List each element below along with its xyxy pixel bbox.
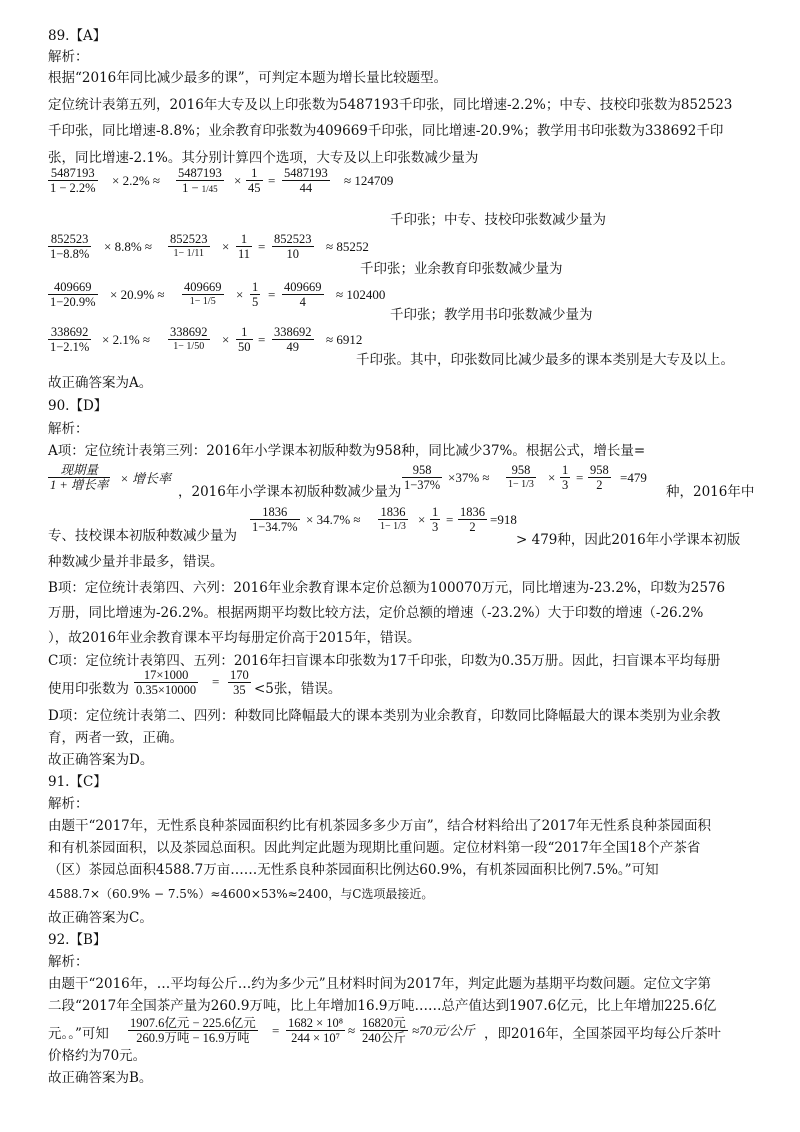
q90-a-line-4: 专、技校课本初版种数减少量为	[48, 528, 237, 544]
q90-answer: 故正确答案为D。	[48, 752, 154, 768]
fraction: $\frac{409669}{4}$	[284, 280, 322, 309]
q90-b-line-2: 万册，同比增速为-26.2%。根据两期平均数比较方法，定价总额的增速（-23.2%）大于印数的增速（-26.2%	[48, 605, 704, 621]
fraction: $\frac{958}{1-37\%}$	[404, 463, 441, 492]
fraction: $\frac{852523}{1-8.8\%}$	[50, 232, 90, 261]
fraction: $\frac{1836}{1-34.7\%}$	[252, 505, 298, 534]
fraction: 958 1− 1/3	[508, 463, 534, 490]
fraction: $\frac{17\times 1000}{0.35\times 10000}$	[136, 668, 197, 697]
q90-header: 90.【D】	[48, 398, 108, 414]
fraction: 1907.6亿元 − 225.6亿元 260.9万吨 − 16.9万吨	[130, 1016, 256, 1045]
q90-a-line-6: 种数减少量并非最多，错误。	[48, 554, 224, 570]
q90-a-line-5: > 479种，因此2016年小学课本初版	[516, 532, 741, 548]
q89-text-2: 千印张；业余教育印张数减少量为	[360, 261, 563, 277]
q89-text-3: 千印张；教学用书印张数减少量为	[390, 307, 593, 323]
q92-line-4: 价格约为70元。	[48, 1048, 147, 1064]
q89-text-4: 千印张。其中，印张数同比减少最多的课本类别是大专及以上。	[356, 352, 734, 368]
fraction: $\frac{1}{5}$	[252, 280, 259, 309]
q89-line-4: 张，同比增速-2.1%。其分别计算四个选项，大专及以上印张数减少量为	[48, 150, 479, 166]
fraction: $\frac{1}{50}$	[238, 325, 251, 354]
q89-analysis-label: 解析：	[48, 49, 89, 65]
fraction: $\frac{338692}{49}$	[274, 325, 312, 354]
fraction: $\frac{1}{45}$	[248, 166, 261, 195]
q89-line-2: 定位统计表第五列，2016年大专及以上印张数为5487193千印张，同比增速-2.2%；中专、技校印张数为852523	[48, 97, 733, 113]
fraction: $\frac{1}{3}$	[432, 505, 439, 534]
q90-c-line-1: C项：定位统计表第四、五列：2016年扫盲课本印张数为17千印张，印数为0.35万册。因此，扫盲课本平均每册	[48, 653, 721, 669]
q92-line-2: 二段“2017年全国茶产量为260.9万吨，比上年增加16.9万吨……总产值达到1907.6亿元，比上年增加225.6亿	[48, 998, 717, 1014]
fraction: $\frac{409669}{1-20.9\%}$	[50, 280, 96, 309]
fraction: 338692 1− 1/50	[170, 325, 208, 352]
q92-answer: 故正确答案为B。	[48, 1070, 153, 1086]
q91-line-2: 和有机茶园面积，以及茶园总面积。因此判定此题为现期比重问题。定位材料第一段“2017年全国18个产茶省	[48, 840, 701, 856]
fraction: $\frac{958}{2}$	[590, 463, 609, 492]
q89-line-3: 千印张，同比增速-8.8%；业余教育印张数为409669千印张，同比增速-20.9%；教学用书印张数为338692千印	[48, 123, 724, 139]
fraction: 852523 1− 1/11	[170, 232, 208, 259]
q92-line-3-pre: 元。。”可知	[48, 1026, 109, 1042]
q89-header: 89.【A】	[48, 28, 107, 44]
q91-line-4: 4588.7×（60.9% − 7.5%）≈4600×53%≈2400，与C选项最接近。	[48, 887, 434, 901]
fraction: 16820元 240公斤	[362, 1016, 406, 1045]
fraction: $\frac{852523}{10}$	[274, 232, 312, 261]
q90-c-line-2-pre: 使用印张数为	[48, 681, 129, 697]
q90-b-line-3: ），故2016年业余教育课本平均每册定价高于2015年，错误。	[48, 630, 421, 646]
q91-header: 91.【C】	[48, 774, 107, 790]
fraction: $\frac{5487193}{1 - 2.2\%}$	[50, 166, 96, 195]
fraction: $\frac{338692}{1-2.1\%}$	[50, 325, 90, 354]
q89-text-1: 千印张；中专、技校印张数减少量为	[390, 212, 606, 228]
q92-analysis-label: 解析：	[48, 954, 89, 970]
q90-b-line-1: B项：定位统计表第四、六列：2016年业余教育课本定价总额为100070万元，同比增速为-23.2%，印数为2576	[48, 580, 726, 596]
q92-line-1: 由题干“2016年，…平均每公斤…约为多少元”且材料时间为2017年，判定此题为基期平均数问题。定位文字第	[48, 976, 712, 992]
fraction: 409669 1− 1/5	[184, 280, 222, 307]
q90-a-line-3: 种，2016年中	[666, 484, 755, 500]
q91-line-3: （区）茶园总面积4588.7万亩……无性系良种茶园面积比例达60.9%，有机茶园面积比例7.5%。”可知	[48, 862, 659, 878]
fraction: 1836 1− 1/3	[380, 505, 406, 532]
q91-analysis-label: 解析：	[48, 796, 89, 812]
fraction: $\frac{170}{35}$	[230, 668, 249, 697]
fraction: $\frac{1}{11}$	[238, 232, 251, 261]
q91-answer: 故正确答案为C。	[48, 910, 153, 926]
growth-formula: 现期量 1 + 增长率	[50, 463, 109, 492]
fraction: $\frac{5487193}{44}$	[284, 166, 328, 195]
fraction: $\frac{1}{3}$	[562, 463, 569, 492]
q89-line-1: 根据“2016年同比减少最多的课”，可判定本题为增长量比较题型。	[48, 70, 448, 86]
q90-a-line-2: ，2016年小学课本初版种数减少量为	[178, 484, 402, 500]
q90-analysis-label: 解析：	[48, 421, 89, 437]
q90-c-line-2-post: <5张，错误。	[254, 681, 342, 697]
q90-d-line-1: D项：定位统计表第二、四列：种数同比降幅最大的课本类别为业余教育，印数同比降幅最大的课本类别为业余教	[48, 708, 721, 724]
q92-header: 92.【B】	[48, 932, 107, 948]
q90-d-line-2: 育，两者一致，正确。	[48, 730, 183, 746]
q89-answer: 故正确答案为A。	[48, 375, 153, 391]
fraction: $\frac{5487193}{1 - 1/45}$	[178, 166, 222, 195]
q90-a-line-1: A项：定位统计表第三列：2016年小学课本初版种数为958种，同比减少37%。根据公式，增长量=	[48, 443, 646, 459]
q92-line-3-post: ，即2016年，全国茶园平均每公斤茶叶	[484, 1026, 721, 1042]
answer-page: 89.【A】 解析： 根据“2016年同比减少最多的课”，可判定本题为增长量比较题型。 定位统计表第五列，2016年大专及以上印张数为5487193千印张，同比增速-2.2%；中专、技校印张数为852523 千印张，同比增速-8.8%；业余教育印张数为409669千印张，同比增速-20.9%；教学用书印张数为338692千印 张，同比增速-2.1%。其分别计算四个选项，大专及以上印张数减少量为 $\frac{5487193}{1 - 2.2\%}$ × 2.2% ≈ $\frac{5487193}{1 - 1/45}$ × $\frac{1}{45}$ = $\frac{5487193}{44}$ ≈ 124709 千印张；中专、技校印张数减少量为 $\frac{852523}{1-8.8\%}$ × 8.8% ≈ 852523 1− 1/11 × $\frac{1}{11}$ = $\frac{852523}{10}$ ≈ 85252 千印张；业余教育印张数减少量为 $\frac{409669}{1-20.9\%}$ × 20.9% ≈ 409669 1− 1/5 × $\frac{1}{5}$ = $\frac{409669}{4}$ ≈ 102400 千印张；教学用书印张数减少量为 $\frac{338692}{1-2.1\%}$ × 2.1% ≈ 338692 1− 1/50 × $\frac{1}{50}$ = $\frac{338692}{49}$ ≈ 6912 千印张。其中，印张数同比减少最多的课本类别是大专及以上。 故正确答案为A。 90.【D】 解析： A项：定位统计表第三列：2016年小学课本初版种数为958种，同比减少37%。根据公式，增长量= 现期量 1 + 增长率 × 增长率 ，2016年小学课本初版种数减少量为 $\frac{958}{1-37\%}$ ×37% ≈ 958 1− 1/3 × $\frac{1}{3}$ = $\frac{958}{2}$ =479 种，2016年中 $\frac{1836}{1-34.7\%}$ × 34.7% ≈ 1836 1− 1/3 × $\frac{1}{3}$ = $\frac{1836}{2}$ =918 专、技校课本初版种数减少量为 > 479种，因此2016年小学课本初版 种数减少量并非最多，错误。 B项：定位统计表第四、六列：2016年业余教育课本定价总额为100070万元，同比增速为-23.2%，印数为2576 万册，同比增速为-26.2%。根据两期平均数比较方法，定价总额的增速（-23.2%）大于印数的增速（-26.2% ），故2016年业余教育课本平均每册定价高于2015年，错误。 C项：定位统计表第四、五列：2016年扫盲课本印张数为17千印张，印数为0.35万册。因此，扫盲课本平均每册 使用印张数为 $\frac{17\times 1000}{0.35\times 10000}$ = $\frac{170}{35}$ <5张，错误。 D项：定位统计表第二、四列：种数同比降幅最大的课本类别为业余教育，印数同比降幅最大的课本类别为业余教 育，两者一致，正确。 故正确答案为D。 91.【C】 解析： 由题干“2017年，无性系良种茶园面积约比有机茶园多多少万亩”，结合材料给出了2017年无性系良种茶园面积 和有机茶园面积，以及茶园总面积。因此判定此题为现期比重问题。定位材料第一段“2017年全国18个产茶省 （区）茶园总面积4588.7万亩……无性系良种茶园面积比例达60.9%，有机茶园面积比例7.5%。”可知 4588.7×（60.9% − 7.5%）≈4600×53%≈2400，与C选项最接近。 故正确答案为C。 92.【B】 解析： 由题干“2016年，…平均每公斤…约为多少元”且材料时间为2017年，判定此题为基期平均数问题。定位文字第 二段“2017年全国茶产量为260.9万吨，比上年增加16.9万吨……总产值达到1907.6亿元，比上年增加225.6亿 元。。”可知 1907.6亿元 − 225.6亿元 260.9万吨 − 16.9万吨 = $\frac{\text{1682 × 10⁸}}{\text{244 × 10⁷}}$ ≈ 16820元 240公斤 ≈70元/公斤 ，即2016年，全国茶园平均每公斤茶叶 价格约为70元。 故正确答案为B。	[48, 28, 755, 1086]
q91-line-1: 由题干“2017年，无性系良种茶园面积约比有机茶园多多少万亩”，结合材料给出了2017年无性系良种茶园面积	[48, 818, 712, 834]
fraction: $\frac{1836}{2}$	[460, 505, 485, 534]
fraction: $\frac{\text{1682 × 10⁸}}{\text{244 × 10⁷}}$	[288, 1016, 344, 1045]
